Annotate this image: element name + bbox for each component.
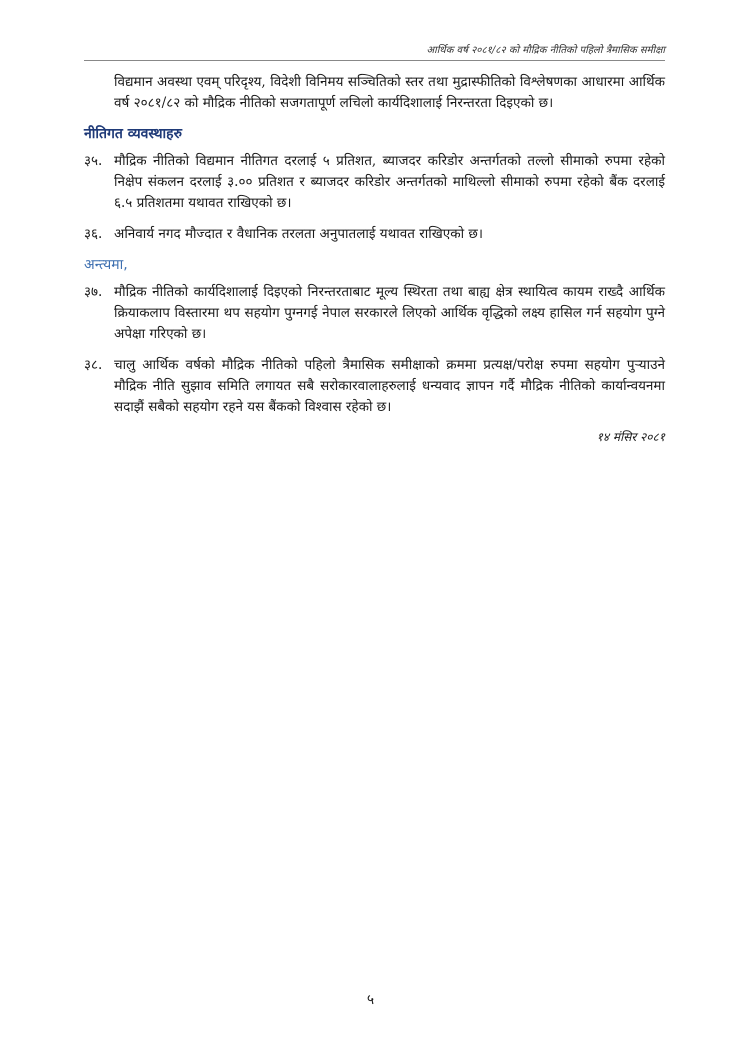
header-rule [84, 60, 665, 61]
running-header: आर्थिक वर्ष २०८१/८२ को मौद्रिक नीतिको पहिलो त्रैमासिक समीक्षा [426, 45, 665, 56]
section-heading-conclusion: अन्त्यमा, [84, 257, 128, 273]
item-text: अनिवार्य नगद मौज्दात र वैधानिक तरलता अनुपातलाई यथावत राखिएको छ। [114, 226, 483, 242]
page-number: ५ [366, 992, 375, 1008]
document-body [84, 72, 665, 445]
document-date: १४ मंसिर २०८१ [596, 430, 665, 444]
list-item [84, 151, 665, 214]
list-item [84, 355, 665, 418]
item-number: ३७. [84, 284, 103, 300]
item-number: ३८. [84, 357, 103, 373]
item-text: मौद्रिक नीतिको विद्यमान नीतिगत दरलाई ५ प्रतिशत, ब्याजदर करिडोर अन्तर्गतको तल्लो सीमाको रुपमा रहेको निक्षेप संकलन दरलाई ३.०० प्रतिशत र ब्याजदर करिडोर अन्तर्गतको माथिल्लो सीमाको रुपमा रहेको बैंक दरलाई ६.५ प्रतिशतमा यथावत राखिएको छ। [114, 153, 665, 211]
item-number: ३५. [84, 153, 103, 169]
item-text: मौद्रिक नीतिको कार्यदिशालाई दिइएको निरन्तरताबाट मूल्य स्थिरता तथा बाह्य क्षेत्र स्थायित्व कायम राख्दै आर्थिक क्रियाकलाप विस्तारमा थप सहयोग पुग्नगई नेपाल सरकारले लिएको आर्थिक वृद्धिको लक्ष्य हासिल गर्न सहयोग पुग्ने अपेक्षा गरिएको छ। [114, 284, 665, 342]
section-heading-policy: नीतिगत व्यवस्थाहरु [84, 126, 182, 142]
intro-paragraph: विद्यमान अवस्था एवम् परिदृश्य, विदेशी विनिमय सञ्चितिको स्तर तथा मुद्रास्फीतिको विश्लेषणका आधारमा आर्थिक वर्ष २०८१/८२ को मौद्रिक नीतिको सजगतापूर्ण लचिलो कार्यदिशालाई निरन्तरता दिइएको छ। [114, 74, 665, 111]
list-item [84, 224, 665, 245]
list-item [84, 282, 665, 345]
item-number: ३६. [84, 226, 103, 242]
item-text: चालु आर्थिक वर्षको मौद्रिक नीतिको पहिलो त्रैमासिक समीक्षाको क्रममा प्रत्यक्ष/परोक्ष रुपमा सहयोग पुर्‍याउने मौद्रिक नीति सुझाव समिति लगायत सबै सरोकारवालाहरुलाई धन्यवाद ज्ञापन गर्दै मौद्रिक नीतिको कार्यान्वयनमा सदाझैं सबैको सहयोग रहने यस बैंकको विश्वास रहेको छ। [114, 357, 665, 415]
